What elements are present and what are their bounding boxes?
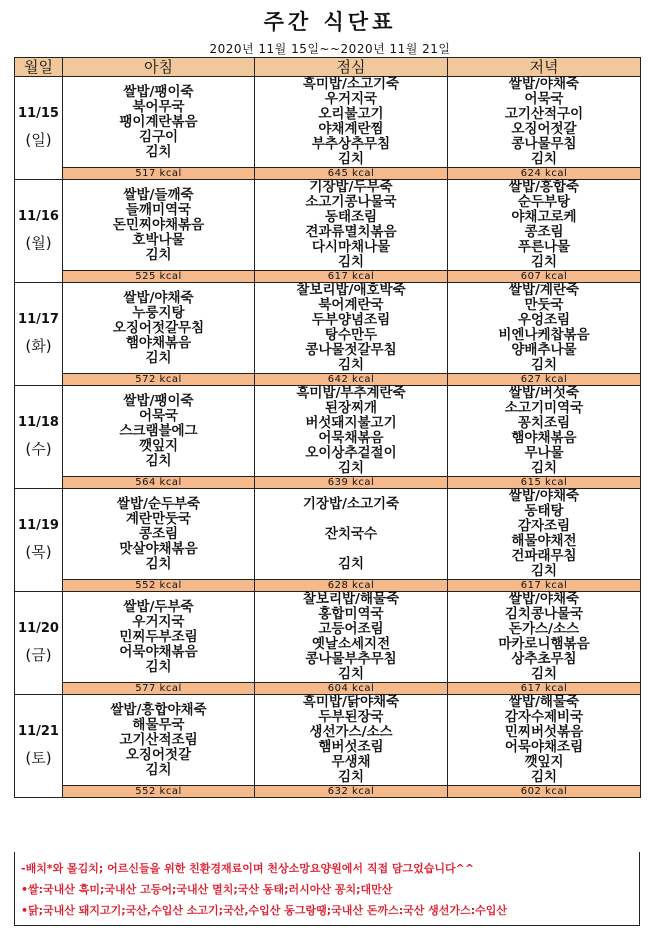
- breakfast-item: 들깨미역국: [125, 201, 192, 218]
- lunch-item: 김치: [337, 151, 365, 167]
- breakfast-kcal: 577 kcal: [63, 683, 255, 695]
- dinner-item: 동태탕: [524, 503, 564, 519]
- lunch-item: 옛날소세지전: [311, 636, 391, 652]
- day-weekday: (토): [25, 749, 52, 767]
- dinner-item: 순두부탕: [517, 194, 571, 210]
- breakfast-cell: [63, 386, 255, 477]
- day-row: [15, 283, 641, 374]
- header-dinner: 저녁: [448, 58, 641, 77]
- dinner-item: 쌀밥/흥합죽: [508, 179, 580, 195]
- day-cell: [15, 386, 63, 489]
- lunch-cell: [255, 592, 448, 683]
- day-cell: [15, 592, 63, 695]
- breakfast-item: 팽이계란볶음: [119, 113, 198, 130]
- dinner-item: 김치: [530, 254, 558, 270]
- lunch-cell: [255, 77, 448, 168]
- dinner-item: 감자조림: [517, 518, 571, 534]
- dinner-cell: [448, 695, 641, 786]
- day-date: 11/20: [18, 621, 59, 636]
- breakfast-item: 깻잎지: [138, 437, 179, 454]
- dinner-item: 마카로니햄볶음: [498, 636, 590, 652]
- dinner-item: 김치: [530, 460, 558, 476]
- breakfast-cell: [63, 592, 255, 683]
- lunch-item: 김치: [337, 555, 365, 572]
- breakfast-item: 해물무국: [132, 716, 185, 733]
- dinner-item: 쌀밥/야채죽: [508, 488, 580, 504]
- lunch-cell: [255, 283, 448, 374]
- breakfast-cell: [63, 695, 255, 786]
- breakfast-item: 북어무국: [132, 98, 185, 115]
- lunch-cell: [255, 695, 448, 786]
- header-breakfast: 아침: [63, 58, 255, 77]
- breakfast-item: 쌀밥/흥합야채죽: [110, 701, 207, 718]
- lunch-item: 흑미밥/부추계란죽: [296, 385, 406, 401]
- lunch-item: 생선가스/소스: [309, 724, 393, 740]
- lunch-kcal: 645 kcal: [255, 168, 448, 180]
- day-date: 11/18: [18, 415, 59, 430]
- lunch-item: 오리불고기: [318, 106, 384, 122]
- lunch-item: 동태조림: [324, 209, 378, 225]
- day-weekday: (일): [25, 131, 52, 149]
- lunch-item: 야채계란찜: [318, 121, 384, 137]
- dinner-item: 쌀밥/야채죽: [508, 591, 580, 607]
- dinner-item: 쌀밥/해물죽: [508, 694, 580, 710]
- day-cell: [15, 283, 63, 386]
- lunch-item: 견과류멸치볶음: [305, 224, 397, 240]
- kcal-row: [15, 477, 641, 489]
- dinner-item: 건파래무침: [511, 548, 577, 564]
- dinner-item: 어묵국: [524, 91, 564, 107]
- kcal-row: [15, 271, 641, 283]
- breakfast-kcal: 525 kcal: [63, 271, 255, 283]
- lunch-cell: [255, 386, 448, 477]
- breakfast-cell: [63, 180, 255, 271]
- kcal-row: [15, 580, 641, 592]
- dinner-item: 감자수제비국: [504, 709, 584, 725]
- lunch-cell: [255, 489, 448, 580]
- note-kimchi: -배치*와 몰김치; 어르신들을 위한 친환경재료이며 천상소망요양원에서 직접 담그었습니다^^: [21, 862, 475, 875]
- dinner-item: 김치: [530, 666, 558, 682]
- lunch-item: 홍합미역국: [318, 606, 384, 622]
- lunch-item: [255, 512, 447, 527]
- breakfast-item: 콩조림: [138, 525, 179, 542]
- day-cell: [15, 695, 63, 798]
- lunch-item: 찰보리밥/해물죽: [302, 591, 400, 607]
- breakfast-item: 김치: [145, 658, 172, 675]
- dinner-kcal: 624 kcal: [448, 168, 641, 180]
- breakfast-kcal: 564 kcal: [63, 477, 255, 489]
- day-row: [15, 695, 641, 786]
- header-date: 월일: [15, 58, 63, 77]
- lunch-item: 된장찌개: [324, 400, 378, 416]
- breakfast-item: 쌀밥/야채죽: [123, 289, 194, 306]
- breakfast-item: 김치: [145, 143, 172, 160]
- dinner-item: 비엔나케찹볶음: [498, 327, 590, 343]
- lunch-item: 오이상추겉절이: [305, 445, 397, 461]
- breakfast-item: 햄야채볶음: [125, 334, 192, 351]
- dinner-cell: [448, 283, 641, 374]
- dinner-item: 만둣국: [524, 297, 564, 313]
- dinner-cell: [448, 592, 641, 683]
- lunch-item: 찰보리밥/애호박죽: [296, 282, 406, 298]
- dinner-item: 오징어젓갈: [511, 121, 577, 137]
- day-weekday: (목): [25, 543, 52, 561]
- lunch-item: 소고기콩나물국: [305, 194, 397, 210]
- breakfast-item: 어묵국: [138, 407, 179, 424]
- breakfast-item: 누룽지탕: [132, 304, 185, 321]
- dinner-cell: [448, 180, 641, 271]
- dinner-item: 푸른나물: [517, 239, 571, 255]
- dinner-item: 김치: [530, 769, 558, 785]
- lunch-item: 기장밥/두부죽: [309, 179, 393, 195]
- dinner-item: 민찌버섯볶음: [504, 724, 584, 740]
- lunch-item: 다시마채나물: [311, 239, 391, 255]
- lunch-kcal: 604 kcal: [255, 683, 448, 695]
- lunch-item: 우거지국: [324, 91, 378, 107]
- lunch-item: 어묵채볶음: [318, 430, 384, 446]
- lunch-kcal: 639 kcal: [255, 477, 448, 489]
- dinner-item: 상추초무침: [511, 651, 577, 667]
- day-row: [15, 489, 641, 580]
- breakfast-cell: [63, 77, 255, 168]
- breakfast-item: 계란만둣국: [125, 510, 192, 527]
- breakfast-item: 우거지국: [132, 613, 185, 630]
- breakfast-item: 김치: [145, 349, 172, 366]
- dinner-item: 깻잎지: [524, 754, 564, 770]
- dinner-item: 햄야채볶음: [511, 430, 577, 446]
- lunch-item: 탕수만두: [324, 327, 378, 343]
- lunch-item: 북어계란국: [318, 297, 384, 313]
- day-date: 11/16: [18, 209, 59, 224]
- breakfast-item: 김치: [145, 452, 172, 469]
- lunch-item: 무생채: [331, 754, 371, 770]
- dinner-cell: [448, 489, 641, 580]
- lunch-item: 고등어조림: [318, 621, 384, 637]
- day-weekday: (화): [25, 337, 52, 355]
- breakfast-item: 쌀밥/순두부죽: [116, 495, 201, 512]
- dinner-item: 소고기미역국: [504, 400, 584, 416]
- lunch-item: 흑미밥/닭야채죽: [302, 694, 400, 710]
- day-cell: [15, 180, 63, 283]
- dinner-item: 쌀밥/계란죽: [508, 282, 580, 298]
- lunch-kcal: 632 kcal: [255, 786, 448, 798]
- breakfast-item: 김치: [145, 555, 172, 572]
- dinner-item: 양배추나물: [511, 342, 577, 358]
- day-row: [15, 180, 641, 271]
- day-weekday: (월): [25, 234, 52, 252]
- dinner-item: 콩나물무침: [511, 136, 577, 152]
- day-date: 11/19: [18, 518, 59, 533]
- kcal-row: [15, 374, 641, 386]
- breakfast-item: 오징어젓갈: [125, 746, 192, 763]
- page-title: 주간 식단표: [263, 10, 397, 34]
- breakfast-item: 김치: [145, 246, 172, 263]
- breakfast-item: 김구이: [138, 128, 179, 145]
- dinner-item: 쌀밥/야채죽: [508, 76, 580, 92]
- lunch-item: 콩나물부추무침: [305, 651, 397, 667]
- day-cell: [15, 489, 63, 592]
- breakfast-kcal: 572 kcal: [63, 374, 255, 386]
- menu-body: [15, 77, 641, 798]
- day-row: [15, 386, 641, 477]
- dinner-item: 김치: [530, 151, 558, 167]
- dinner-kcal: 615 kcal: [448, 477, 641, 489]
- note-origin-1: •쌀:국내산 흑미;국내산 고등어;국내산 멸치;국산 동태;러시아산 꽁치;대만산: [21, 883, 393, 896]
- note-origin-2: •닭;국내산 돼지고기;국산,수입산 소고기;국산,수입산 동그랑땡;국내산 돈까스:국산 생선가스:수입산: [21, 904, 507, 917]
- breakfast-item: 쌀밥/팽이죽: [123, 392, 194, 409]
- dinner-kcal: 607 kcal: [448, 271, 641, 283]
- lunch-item: 햄버섯조림: [318, 739, 384, 755]
- breakfast-item: 어묵야채볶음: [119, 643, 198, 660]
- lunch-item: 기장밥/소고기죽: [302, 495, 400, 512]
- dinner-item: 김치: [530, 563, 558, 579]
- breakfast-item: 맛살야채볶음: [119, 540, 198, 557]
- lunch-item: 버섯돼지불고기: [305, 415, 397, 431]
- day-date: 11/21: [18, 724, 59, 739]
- dinner-item: 돈가스/소스: [508, 621, 580, 637]
- breakfast-item: 호박나물: [132, 231, 185, 248]
- kcal-row: [15, 786, 641, 798]
- breakfast-cell: [63, 489, 255, 580]
- kcal-row: [15, 168, 641, 180]
- lunch-item: [255, 542, 447, 557]
- lunch-item: 김치: [337, 357, 365, 373]
- day-date: 11/17: [18, 312, 59, 327]
- date-range: 2020년 11월 15일~~2020년 11월 21일: [209, 42, 451, 56]
- breakfast-kcal: 517 kcal: [63, 168, 255, 180]
- dinner-cell: [448, 77, 641, 168]
- lunch-item: 김치: [337, 666, 365, 682]
- dinner-item: 무나물: [524, 445, 564, 461]
- lunch-item: 흑미밥/소고기죽: [302, 76, 400, 92]
- dinner-item: 야채고로케: [511, 209, 577, 225]
- dinner-kcal: 627 kcal: [448, 374, 641, 386]
- breakfast-item: 민찌두부조림: [119, 628, 198, 645]
- lunch-item: 김치: [337, 254, 365, 270]
- lunch-item: 김치: [337, 769, 365, 785]
- dinner-cell: [448, 386, 641, 477]
- breakfast-kcal: 552 kcal: [63, 786, 255, 798]
- day-weekday: (금): [25, 646, 52, 664]
- breakfast-item: 쌀밥/두부죽: [123, 598, 194, 615]
- lunch-item: 잔치국수: [324, 525, 378, 542]
- dinner-kcal: 602 kcal: [448, 786, 641, 798]
- breakfast-cell: [63, 283, 255, 374]
- day-cell: [15, 77, 63, 180]
- dinner-item: 어묵야채조림: [504, 739, 584, 755]
- dinner-item: 해물야채전: [511, 533, 577, 549]
- breakfast-item: 오징어젓갈무침: [112, 319, 205, 336]
- lunch-item: 콩나물젓갈무침: [305, 342, 397, 358]
- breakfast-item: 쌀밥/들깨죽: [123, 186, 194, 203]
- lunch-item: 김치: [337, 460, 365, 476]
- breakfast-kcal: 552 kcal: [63, 580, 255, 592]
- kcal-row: [15, 683, 641, 695]
- day-weekday: (수): [25, 440, 52, 458]
- day-row: [15, 77, 641, 168]
- day-row: [15, 592, 641, 683]
- lunch-kcal: 617 kcal: [255, 271, 448, 283]
- breakfast-item: 쌀밥/팽이죽: [123, 83, 194, 100]
- lunch-kcal: 628 kcal: [255, 580, 448, 592]
- weekly-menu-table: [14, 57, 641, 798]
- dinner-item: 김치콩나물국: [504, 606, 584, 622]
- header-row: [15, 58, 641, 77]
- lunch-item: 두부된장국: [318, 709, 384, 725]
- breakfast-item: 스크램블에그: [119, 422, 198, 439]
- lunch-kcal: 642 kcal: [255, 374, 448, 386]
- dinner-item: 콩조림: [524, 224, 564, 240]
- breakfast-item: 고기산적조림: [119, 731, 198, 748]
- dinner-kcal: 617 kcal: [448, 580, 641, 592]
- notes-box: [14, 852, 640, 926]
- lunch-item: 두부양념조림: [311, 312, 391, 328]
- dinner-item: 쌀밥/버섯죽: [508, 385, 580, 401]
- dinner-item: 꽁치조림: [517, 415, 571, 431]
- dinner-kcal: 617 kcal: [448, 683, 641, 695]
- day-date: 11/15: [18, 106, 59, 121]
- breakfast-item: 돈민찌야채볶음: [112, 216, 205, 233]
- dinner-item: 우엉조림: [517, 312, 571, 328]
- breakfast-item: 김치: [145, 761, 172, 778]
- dinner-item: 고기산적구이: [504, 106, 584, 122]
- dinner-item: 김치: [530, 357, 558, 373]
- header-lunch: 점심: [255, 58, 448, 77]
- lunch-item: 부추상추무침: [311, 136, 391, 152]
- lunch-cell: [255, 180, 448, 271]
